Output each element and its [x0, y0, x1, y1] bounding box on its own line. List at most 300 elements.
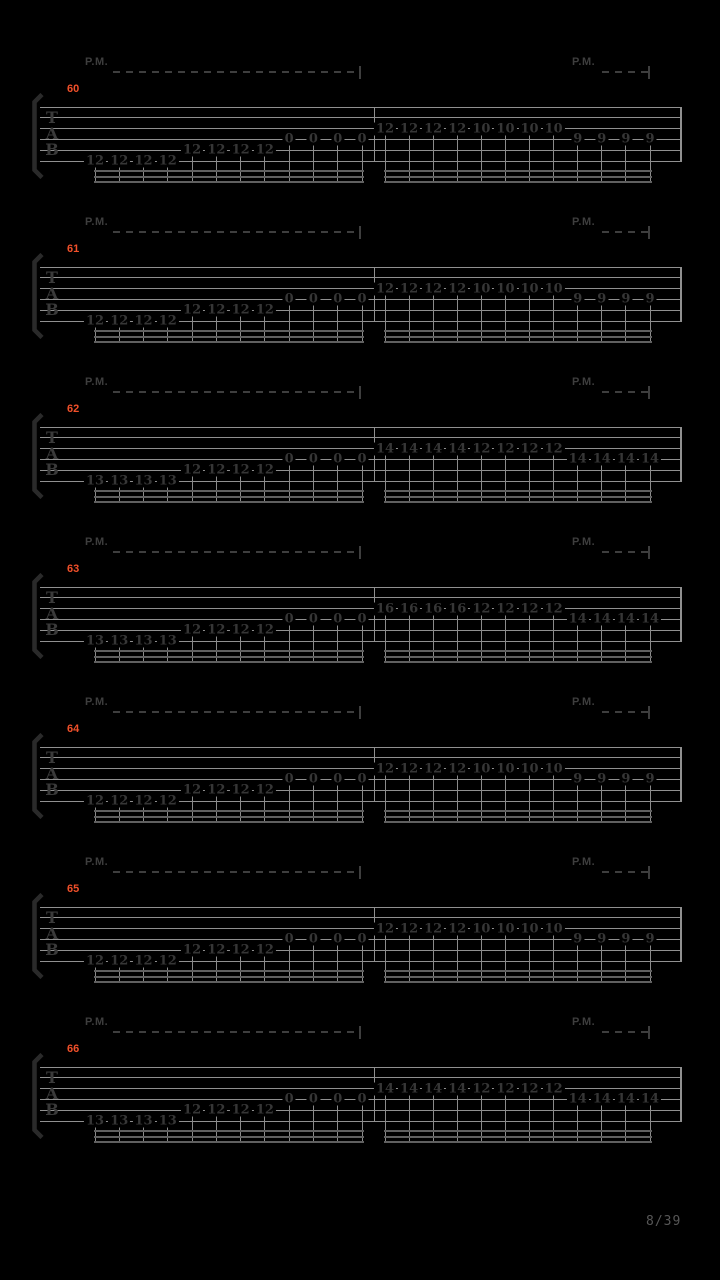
fret-number: 12	[424, 281, 443, 297]
fret-number: 10	[472, 281, 491, 297]
fret-number: 0	[357, 771, 367, 787]
fret-number: 9	[645, 931, 655, 947]
staff-line	[40, 128, 682, 129]
palm-mute-dash-line	[602, 391, 649, 393]
fret-number: 10	[520, 921, 539, 937]
fret-number: 0	[333, 131, 343, 147]
tab-clef-letter: T	[46, 1067, 58, 1087]
tab-clef-letter: T	[46, 107, 58, 127]
fret-number: 12	[231, 622, 250, 638]
fret-number: 0	[284, 451, 294, 467]
fret-number: 12	[424, 761, 443, 777]
fret-number: 12	[231, 302, 250, 318]
fret-number: 14	[424, 1081, 443, 1097]
fret-number: 12	[134, 793, 153, 809]
measure-number: 61	[67, 243, 80, 255]
fret-number: 14	[616, 611, 635, 627]
fret-number: 12	[158, 953, 177, 969]
beam	[94, 981, 364, 983]
fret-number: 12	[496, 441, 515, 457]
staff-line	[40, 928, 682, 929]
tab-clef-letter: B	[45, 620, 59, 640]
fret-number: 12	[400, 121, 419, 137]
beam	[94, 1141, 364, 1143]
fret-number: 10	[520, 761, 539, 777]
fret-number: 12	[424, 921, 443, 937]
fret-number: 13	[110, 633, 129, 649]
palm-mute-end-tick	[648, 866, 650, 879]
fret-number: 12	[255, 142, 274, 158]
beam	[94, 976, 364, 978]
fret-number: 0	[284, 131, 294, 147]
palm-mute-end-tick	[648, 546, 650, 559]
fret-number: 12	[255, 782, 274, 798]
fret-number: 0	[308, 771, 318, 787]
staff-line	[40, 1067, 682, 1068]
beam	[384, 341, 652, 343]
tab-clef-letter: T	[46, 267, 58, 287]
end-barline	[680, 587, 682, 642]
fret-number: 12	[110, 793, 129, 809]
beam	[384, 650, 652, 652]
palm-mute-end-tick	[359, 866, 361, 879]
beam	[94, 970, 364, 972]
beam	[94, 336, 364, 338]
fret-number: 12	[231, 782, 250, 798]
fret-number: 10	[544, 121, 563, 137]
palm-mute-dash-line	[602, 711, 649, 713]
palm-mute-dash-line	[113, 71, 360, 73]
tab-clef-letter: A	[45, 1084, 59, 1103]
beam	[384, 501, 652, 503]
beam	[94, 490, 364, 492]
palm-mute-dash-line	[113, 231, 360, 233]
beam	[384, 661, 652, 663]
palm-mute-label: P.M.	[572, 696, 596, 708]
beam	[384, 330, 652, 332]
fret-number: 12	[207, 302, 226, 318]
fret-number: 0	[308, 451, 318, 467]
fret-number: 12	[85, 313, 105, 329]
fret-number: 12	[207, 142, 226, 158]
end-barline	[680, 427, 682, 482]
staff-line	[40, 107, 682, 108]
beam	[384, 1130, 652, 1132]
fret-number: 12	[85, 793, 105, 809]
fret-number: 13	[85, 633, 105, 649]
beam	[94, 810, 364, 812]
fret-number: 12	[400, 921, 419, 937]
fret-number: 14	[568, 451, 587, 467]
palm-mute-dash-line	[602, 551, 649, 553]
palm-mute-label: P.M.	[572, 536, 596, 548]
palm-mute-end-tick	[359, 386, 361, 399]
fret-number: 9	[573, 131, 583, 147]
fret-number: 0	[357, 611, 367, 627]
fret-number: 0	[308, 1091, 318, 1107]
staff-line	[40, 277, 682, 278]
fret-number: 13	[158, 633, 177, 649]
page-indicator: 8/39	[646, 1214, 682, 1229]
tab-clef-letter: A	[45, 764, 59, 783]
measure-number: 62	[67, 403, 80, 415]
fret-number: 12	[472, 441, 491, 457]
measure-number: 64	[67, 723, 80, 735]
palm-mute-label: P.M.	[572, 1016, 596, 1028]
fret-number: 12	[183, 462, 202, 478]
end-barline	[680, 747, 682, 802]
fret-number: 0	[284, 291, 294, 307]
fret-number: 14	[592, 451, 611, 467]
staff-line	[40, 117, 682, 118]
fret-number: 10	[544, 281, 563, 297]
fret-number: 0	[284, 931, 294, 947]
fret-number: 9	[621, 931, 631, 947]
palm-mute-end-tick	[648, 226, 650, 239]
fret-number: 12	[183, 782, 202, 798]
end-barline	[680, 107, 682, 162]
tab-clef-letter: B	[45, 300, 59, 320]
palm-mute-dash-line	[602, 71, 649, 73]
beam	[384, 810, 652, 812]
fret-number: 14	[375, 441, 395, 457]
beam	[94, 650, 364, 652]
fret-number: 0	[357, 131, 367, 147]
palm-mute-end-tick	[359, 66, 361, 79]
fret-number: 12	[544, 601, 563, 617]
fret-number: 14	[448, 1081, 467, 1097]
fret-number: 12	[520, 1081, 539, 1097]
fret-number: 10	[496, 281, 515, 297]
palm-mute-label: P.M.	[85, 56, 109, 68]
beam	[384, 336, 652, 338]
beam	[384, 176, 652, 178]
palm-mute-end-tick	[648, 1026, 650, 1039]
fret-number: 10	[544, 921, 563, 937]
fret-number: 12	[255, 942, 274, 958]
fret-number: 0	[284, 771, 294, 787]
fret-number: 12	[375, 121, 395, 137]
fret-number: 9	[597, 771, 607, 787]
fret-number: 12	[110, 153, 129, 169]
fret-number: 9	[597, 291, 607, 307]
beam	[94, 1130, 364, 1132]
fret-number: 12	[183, 142, 202, 158]
beam	[94, 341, 364, 343]
fret-number: 12	[134, 153, 153, 169]
tab-clef-letter: A	[45, 444, 59, 463]
fret-number: 12	[255, 622, 274, 638]
fret-number: 12	[85, 953, 105, 969]
palm-mute-dash-line	[602, 871, 649, 873]
tab-clef-letter: A	[45, 924, 59, 943]
palm-mute-end-tick	[359, 706, 361, 719]
fret-number: 14	[640, 611, 660, 627]
fret-number: 12	[231, 142, 250, 158]
tab-clef-letter: B	[45, 780, 59, 800]
fret-number: 9	[573, 291, 583, 307]
fret-number: 10	[472, 761, 491, 777]
fret-number: 9	[621, 291, 631, 307]
fret-number: 12	[472, 1081, 491, 1097]
beam	[94, 496, 364, 498]
staff-line	[40, 587, 682, 588]
staff-line	[40, 757, 682, 758]
palm-mute-dash-line	[113, 711, 360, 713]
beam	[384, 1136, 652, 1138]
fret-number: 13	[110, 473, 129, 489]
staff-line	[40, 437, 682, 438]
fret-number: 12	[375, 281, 395, 297]
tab-clef-letter: T	[46, 427, 58, 447]
fret-number: 10	[472, 121, 491, 137]
staff-line	[40, 747, 682, 748]
staff-line	[40, 267, 682, 268]
fret-number: 14	[400, 1081, 419, 1097]
beam	[94, 661, 364, 663]
beam	[384, 816, 652, 818]
fret-number: 12	[207, 782, 226, 798]
staff-line	[40, 907, 682, 908]
fret-number: 12	[424, 121, 443, 137]
palm-mute-dash-line	[113, 1031, 360, 1033]
fret-number: 12	[448, 281, 467, 297]
fret-number: 13	[158, 473, 177, 489]
tab-clef-letter: B	[45, 1100, 59, 1120]
fret-number: 12	[496, 1081, 515, 1097]
fret-number: 12	[207, 462, 226, 478]
beam	[94, 656, 364, 658]
fret-number: 13	[134, 1113, 153, 1129]
fret-number: 12	[231, 1102, 250, 1118]
tab-clef-letter: T	[46, 587, 58, 607]
fret-number: 9	[573, 931, 583, 947]
fret-number: 9	[597, 931, 607, 947]
fret-number: 12	[134, 313, 153, 329]
palm-mute-end-tick	[359, 1026, 361, 1039]
fret-number: 0	[308, 931, 318, 947]
measure-number: 63	[67, 563, 80, 575]
fret-number: 14	[568, 611, 587, 627]
fret-number: 12	[255, 462, 274, 478]
fret-number: 13	[85, 473, 105, 489]
tab-clef-letter: B	[45, 940, 59, 960]
fret-number: 0	[357, 451, 367, 467]
fret-number: 16	[400, 601, 419, 617]
fret-number: 9	[621, 771, 631, 787]
fret-number: 12	[375, 921, 395, 937]
fret-number: 14	[616, 451, 635, 467]
staff-line	[40, 768, 682, 769]
fret-number: 12	[207, 622, 226, 638]
end-barline	[680, 907, 682, 962]
fret-number: 12	[400, 281, 419, 297]
fret-number: 12	[110, 953, 129, 969]
fret-number: 0	[333, 611, 343, 627]
beam	[94, 181, 364, 183]
fret-number: 0	[357, 931, 367, 947]
fret-number: 16	[375, 601, 395, 617]
beam	[384, 181, 652, 183]
fret-number: 0	[308, 611, 318, 627]
fret-number: 12	[207, 942, 226, 958]
measure-number: 65	[67, 883, 80, 895]
palm-mute-dash-line	[113, 871, 360, 873]
tab-clef-letter: B	[45, 140, 59, 160]
tab-clef-letter: T	[46, 907, 58, 927]
fret-number: 12	[472, 601, 491, 617]
fret-number: 10	[472, 921, 491, 937]
palm-mute-end-tick	[359, 546, 361, 559]
fret-number: 12	[158, 313, 177, 329]
palm-mute-end-tick	[648, 66, 650, 79]
fret-number: 12	[400, 761, 419, 777]
fret-number: 16	[448, 601, 467, 617]
fret-number: 14	[592, 1091, 611, 1107]
fret-number: 0	[333, 931, 343, 947]
staff-line	[40, 917, 682, 918]
palm-mute-label: P.M.	[572, 376, 596, 388]
fret-number: 0	[308, 131, 318, 147]
fret-number: 13	[110, 1113, 129, 1129]
fret-number: 10	[544, 761, 563, 777]
tab-clef-letter: A	[45, 284, 59, 303]
fret-number: 0	[357, 291, 367, 307]
fret-number: 14	[448, 441, 467, 457]
fret-number: 12	[544, 441, 563, 457]
palm-mute-end-tick	[648, 706, 650, 719]
fret-number: 0	[333, 771, 343, 787]
fret-number: 12	[448, 761, 467, 777]
fret-number: 0	[333, 291, 343, 307]
palm-mute-label: P.M.	[85, 1016, 109, 1028]
fret-number: 12	[183, 1102, 202, 1118]
fret-number: 13	[134, 633, 153, 649]
beam	[94, 501, 364, 503]
palm-mute-label: P.M.	[572, 56, 596, 68]
beam	[94, 330, 364, 332]
beam	[384, 496, 652, 498]
fret-number: 0	[308, 291, 318, 307]
fret-number: 0	[284, 1091, 294, 1107]
fret-number: 12	[520, 441, 539, 457]
staff-line	[40, 608, 682, 609]
palm-mute-label: P.M.	[85, 856, 109, 868]
fret-number: 12	[85, 153, 105, 169]
fret-number: 0	[333, 451, 343, 467]
fret-number: 14	[592, 611, 611, 627]
palm-mute-dash-line	[602, 231, 649, 233]
staff-line	[40, 1077, 682, 1078]
fret-number: 10	[496, 921, 515, 937]
fret-number: 9	[645, 131, 655, 147]
fret-number: 9	[645, 771, 655, 787]
fret-number: 13	[158, 1113, 177, 1129]
staff-line	[40, 448, 682, 449]
fret-number: 14	[616, 1091, 635, 1107]
palm-mute-label: P.M.	[572, 856, 596, 868]
fret-number: 14	[424, 441, 443, 457]
fret-number: 12	[255, 302, 274, 318]
palm-mute-dash-line	[113, 391, 360, 393]
fret-number: 12	[183, 302, 202, 318]
fret-number: 12	[183, 622, 202, 638]
fret-number: 12	[255, 1102, 274, 1118]
fret-number: 10	[496, 121, 515, 137]
staff-line	[40, 597, 682, 598]
fret-number: 9	[621, 131, 631, 147]
beam	[94, 176, 364, 178]
end-barline	[680, 267, 682, 322]
fret-number: 12	[231, 462, 250, 478]
fret-number: 0	[333, 1091, 343, 1107]
beam	[94, 170, 364, 172]
palm-mute-label: P.M.	[85, 216, 109, 228]
fret-number: 12	[231, 942, 250, 958]
fret-number: 14	[640, 451, 660, 467]
staff-line	[40, 288, 682, 289]
palm-mute-end-tick	[648, 386, 650, 399]
beam	[384, 170, 652, 172]
fret-number: 12	[448, 121, 467, 137]
palm-mute-label: P.M.	[85, 536, 109, 548]
measure-number: 66	[67, 1043, 80, 1055]
beam	[94, 816, 364, 818]
fret-number: 0	[357, 1091, 367, 1107]
fret-number: 12	[544, 1081, 563, 1097]
beam	[94, 821, 364, 823]
fret-number: 9	[597, 131, 607, 147]
fret-number: 12	[520, 601, 539, 617]
fret-number: 12	[207, 1102, 226, 1118]
fret-number: 12	[183, 942, 202, 958]
fret-number: 12	[496, 601, 515, 617]
fret-number: 10	[520, 121, 539, 137]
fret-number: 12	[110, 313, 129, 329]
beam	[384, 1141, 652, 1143]
beam	[384, 821, 652, 823]
palm-mute-label: P.M.	[85, 696, 109, 708]
fret-number: 14	[568, 1091, 587, 1107]
palm-mute-end-tick	[359, 226, 361, 239]
tab-clef-letter: A	[45, 604, 59, 623]
end-barline	[680, 1067, 682, 1122]
palm-mute-label: P.M.	[85, 376, 109, 388]
fret-number: 9	[573, 771, 583, 787]
beam	[384, 976, 652, 978]
fret-number: 14	[400, 441, 419, 457]
fret-number: 12	[375, 761, 395, 777]
fret-number: 14	[375, 1081, 395, 1097]
tab-clef-letter: A	[45, 124, 59, 143]
fret-number: 12	[448, 921, 467, 937]
fret-number: 10	[496, 761, 515, 777]
fret-number: 12	[134, 953, 153, 969]
fret-number: 12	[158, 153, 177, 169]
beam	[384, 656, 652, 658]
palm-mute-dash-line	[113, 551, 360, 553]
beam	[384, 970, 652, 972]
staff-line	[40, 427, 682, 428]
beam	[384, 490, 652, 492]
tab-clef-letter: B	[45, 460, 59, 480]
fret-number: 16	[424, 601, 443, 617]
fret-number: 14	[640, 1091, 660, 1107]
fret-number: 10	[520, 281, 539, 297]
beam	[94, 1136, 364, 1138]
tab-clef-letter: T	[46, 747, 58, 767]
measure-number: 60	[67, 83, 80, 95]
